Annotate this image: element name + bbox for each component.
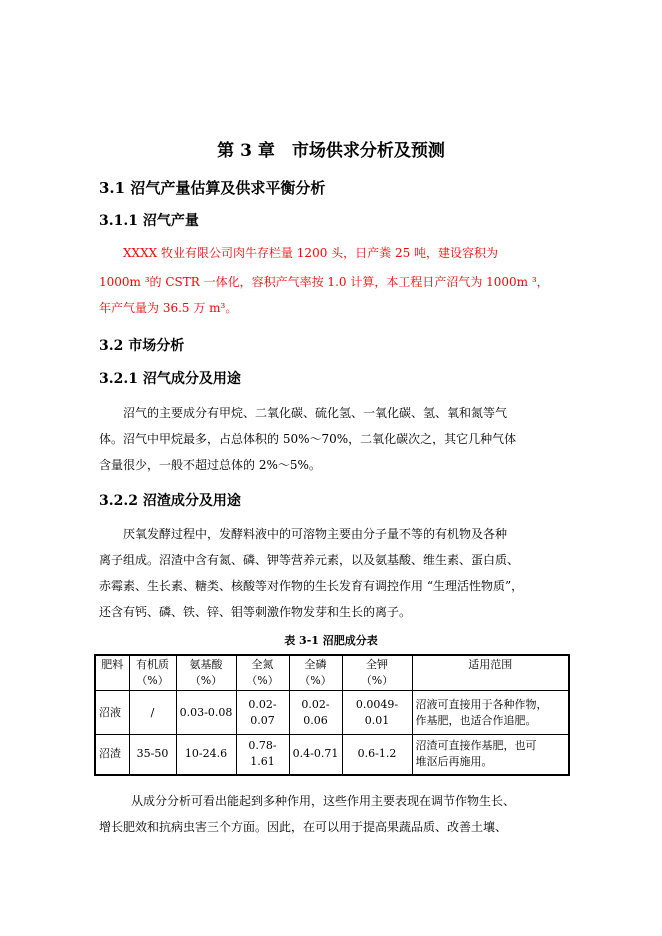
- table-cell: 0.6-1.2: [342, 735, 412, 775]
- section-3-2-2-heading: 3.2.2 沼渣成分及用途: [99, 493, 241, 509]
- table-row: [95, 691, 569, 735]
- table-cell: 0.4-0.71: [289, 735, 342, 775]
- header-line: 全氮: [251, 658, 274, 671]
- table-cell: 0.0049-0.01: [342, 691, 412, 735]
- table-cell: 0.02-0.07: [236, 691, 289, 735]
- table-cell: /: [129, 691, 176, 735]
- header-line: 全磷: [304, 658, 327, 671]
- chapter-title: 第 3 章 市场供求分析及预测: [217, 141, 445, 161]
- table-row: [95, 735, 569, 775]
- section-3-1-1-heading: 3.1.1 沼气产量: [99, 213, 199, 229]
- header-unit: （%）: [360, 674, 394, 687]
- paragraph-line: 体。沼气中甲烷最多，占总体积的 50%～70%，二氧化碳次之，其它几种气体: [99, 432, 517, 446]
- table-header-cell: [412, 655, 569, 691]
- paragraph-line: 增长肥效和抗病虫害三个方面。因此，在可以用于提高果蔬品质、改善土壤、: [99, 820, 508, 834]
- table-header-row: [95, 655, 569, 691]
- table-caption: 表 3-1 沼肥成分表: [284, 634, 378, 647]
- fertilizer-composition-table: [94, 654, 570, 776]
- table-header-cell: [236, 655, 289, 691]
- paragraph-line: 赤霉素、生长素、糖类、核酸等对作物的生长发育有调控作用 “生理活性物质”，: [99, 579, 524, 593]
- table-cell: 0.78-1.61: [236, 735, 289, 775]
- table-cell: 0.02-0.06: [289, 691, 342, 735]
- table-cell: 沼液: [95, 691, 129, 735]
- header-unit: （%）: [299, 674, 332, 687]
- usage-line: 堆沤后再施用。: [415, 755, 493, 769]
- section-3-1-heading: 3.1 沼气产量估算及供求平衡分析: [99, 179, 326, 197]
- table-header-cell: [129, 655, 176, 691]
- paragraph-line: 含量很少，一般不超过总体的 2%～5%。: [99, 458, 321, 472]
- paragraph-line: 还含有钙、磷、铁、锌、钼等刺激作物发芽和生长的离子。: [99, 605, 412, 619]
- table-header-cell: [176, 655, 236, 691]
- table-cell: 沼渣: [95, 735, 129, 775]
- table-header-cell: [342, 655, 412, 691]
- usage-line: 沼液可直接用于各种作物，: [415, 697, 548, 711]
- paragraph-line: 1000m ³的 CSTR 一体化，容积产气率按 1.0 计算，本工程日产沼气为 1000m ³，: [99, 275, 549, 289]
- header-unit: （%）: [136, 674, 169, 687]
- paragraph-line: XXXX 牧业有限公司肉牛存栏量 1200 头，日产粪 25 吨，建设容积为: [123, 246, 499, 260]
- header-line: 肥料: [101, 658, 124, 671]
- header-line: 适用范围: [468, 658, 513, 671]
- header-line: 有机质: [136, 658, 169, 671]
- section-3-2-heading: 3.2 市场分析: [99, 338, 185, 354]
- usage-line: 作基肥，也适合作追肥。: [415, 713, 537, 727]
- table-cell: 10-24.6: [176, 735, 236, 775]
- table-header-cell: [95, 655, 129, 691]
- table-cell: [412, 735, 569, 775]
- paragraph-line: 离子组成。沼渣中含有氮、磷、钾等营养元素，以及氨基酸、维生素、蛋白质、: [99, 553, 520, 567]
- paragraph-line: 年产气量为 36.5 万 m³。: [99, 301, 238, 315]
- usage-line: 沼渣可直接作基肥，也可: [415, 739, 537, 753]
- header-unit: （%）: [246, 674, 279, 687]
- table-cell: [412, 691, 569, 735]
- header-line: 全钾: [366, 658, 388, 671]
- table-cell: 0.03-0.08: [176, 691, 236, 735]
- section-3-2-1-heading: 3.2.1 沼气成分及用途: [99, 371, 241, 387]
- table-header-cell: [289, 655, 342, 691]
- header-line: 氨基酸: [189, 658, 223, 671]
- paragraph-line: 沼气的主要成分有甲烷、二氧化碳、硫化氢、一氧化碳、氢、氧和氮等气: [123, 406, 508, 420]
- paragraph-line: 从成分分析可看出能起到多种作用，这些作用主要表现在调节作物生长、: [131, 794, 516, 808]
- paragraph-line: 厌氧发酵过程中，发酵料液中的可溶物主要由分子量不等的有机物及各种: [123, 527, 508, 541]
- table-cell: 35-50: [129, 735, 176, 775]
- header-unit: （%）: [189, 674, 223, 687]
